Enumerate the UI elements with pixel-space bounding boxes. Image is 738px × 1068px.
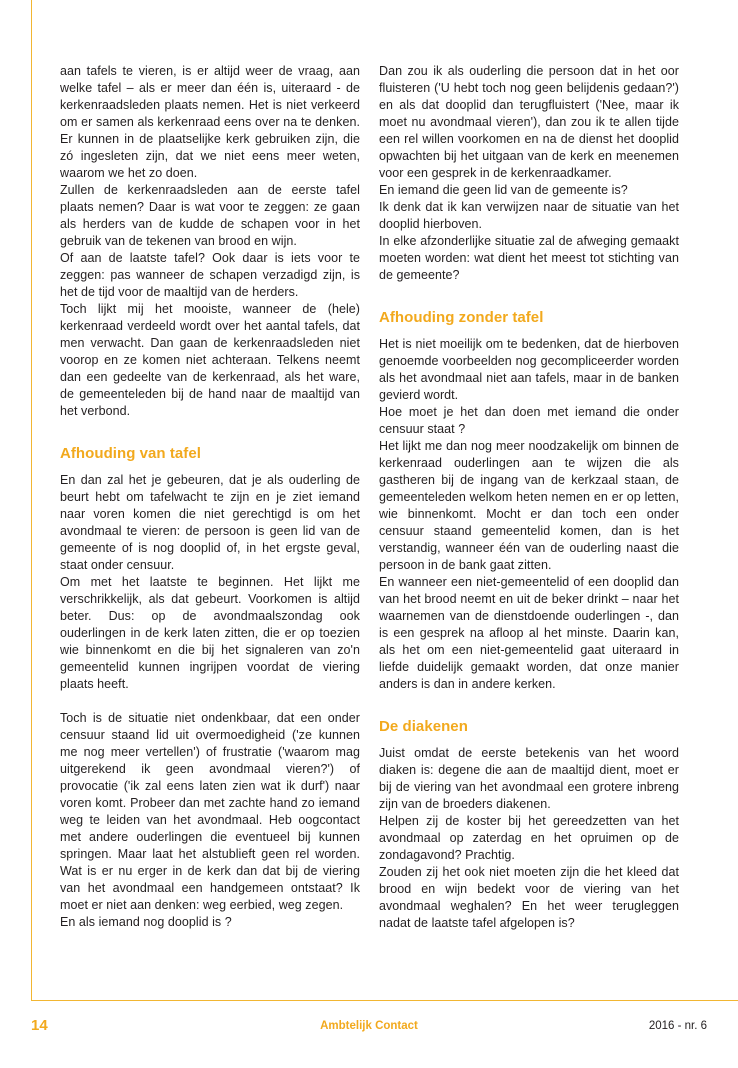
paragraph: Zouden zij het ook niet moeten zijn die het kleed dat brood en wijn bedekt voor de viering van het avondmaal weghalen? En het weer terugleggen nadat de laatste tafel afgelopen is? (379, 865, 679, 930)
paragraph: Juist omdat de eerste betekenis van het woord diaken is: degene die aan de maaltijd dient, moet er bij de viering van het avondmaal een grotere inbreng zijn van de broeders diakenen. (379, 746, 679, 811)
margin-rule-vertical (31, 0, 32, 1001)
paragraph: En dan zal het je gebeuren, dat je als ouderling de beurt hebt om tafelwacht te zijn en je ziet iemand naar voren komen die niet gerechtigd is om het avondmaal te vieren: de persoon is geen lid van de gemeente of is nog dooplid of, in het ergste geval, staat onder censuur. (60, 473, 360, 572)
issue-label: 2016 - nr. 6 (648, 1020, 707, 1032)
paragraph: Het is niet moeilijk om te bedenken, dat de hierboven genoemde voorbeelden nog gecompliceerder worden als het avondmaal niet aan tafels, maar in de banken gevierd wordt. (379, 337, 679, 402)
left-column (60, 63, 360, 931)
paragraph: Het lijkt me dan nog meer noodzakelijk om binnen de kerkenraad ouderlingen aan te wijzen die als gastheren bij de ingang van de kerkzaal staan, de gemeenteleden welkom heten nemen en er op letten, wie binnenkomt. Mocht er dan toch een onder censuur staand gemeentelid komen, dan is het verstandig, wanneer één van de ouderling naast die persoon in de bank gaat zitten. (379, 439, 679, 572)
paragraph: In elke afzonderlijke situatie zal de afweging gemaakt moeten worden: wat dient het meest tot stichting van de gemeente? (379, 234, 679, 282)
paragraph: En wanneer een niet-gemeentelid of een dooplid dan van het brood neemt en uit de beker drinkt – naar het waarnemen van de dienstdoende ouderlingen -, dan is een gesprek na afloop al het minste. Daarin kan, als het om een niet-gemeentelid gaat uiteraard in liefde duidelijk gemaakt worden, dat onze manier anders is dan in andere kerken. (379, 575, 679, 691)
paragraph: Ik denk dat ik kan verwijzen naar de situatie van het dooplid hierboven. (379, 200, 679, 231)
paragraph: Toch lijkt mij het mooiste, wanneer de (hele) kerkenraad verdeeld wordt over het aantal tafels, dat men verwacht. Dan gaan de kerkenraadsleden niet voorop en ze komen niet achteraan. Telkens neemt dan een gedeelte van de kerkenraad, als het ware, de gemeenteleden bij de hand naar de maaltijd van het verbond. (60, 302, 360, 418)
magazine-title: Ambtelijk Contact (320, 1020, 418, 1032)
paragraph: Toch is de situatie niet ondenkbaar, dat een onder censuur staand lid uit overmoedigheid ('ze kunnen me nog meer vertellen') of frustratie ('waarom mag uitgerekend ik geen avondmaal vieren?') of provocatie ('ik zal eens laten zien wat ik durf') naar voren komt. Probeer dan met zachte hand zo iemand weg te leiden van het avondmaal. Heb oogcontact met andere ouderlingen die eventueel bij kunnen springen. Maar laat het alstublieft geen rel worden. Wat is er nu erger in de kerk dan dat bij de viering van het avondmaal een handgemeen ontstaat? Ik moet er niet aan denken: weg eerbied, weg zegen. (60, 711, 360, 912)
margin-rule-horizontal (31, 1000, 738, 1001)
paragraph: Zullen de kerkenraadsleden aan de eerste tafel plaats nemen? Daar is wat voor te zeggen: ze gaan als herders van de kudde de schapen voor in het gebruik van de tekenen van brood en wijn. (60, 183, 360, 248)
page-number: 14 (31, 1017, 48, 1034)
paragraph: En iemand die geen lid van de gemeente is? (379, 183, 628, 197)
paragraph: Helpen zij de koster bij het gereedzetten van het avondmaal op zaterdag en het opruimen op de zondagavond? Prachtig. (379, 814, 679, 862)
section-heading-afhouding-zonder-tafel: Afhouding zonder tafel (379, 309, 544, 326)
paragraph: Of aan de laatste tafel? Ook daar is iets voor te zeggen: pas wanneer de schapen verzadigd zijn, is het de tijd voor de maaltijd van de herders. (60, 251, 360, 299)
paragraph: En als iemand nog dooplid is ? (60, 915, 232, 929)
section-heading-afhouding-van-tafel: Afhouding van tafel (60, 445, 201, 462)
paragraph: aan tafels te vieren, is er altijd weer de vraag, aan welke tafel – als er meer dan één is, uiteraard - de kerkenraadsleden plaats nemen. Het is niet verkeerd om er samen als kerkenraad eens over na te denken. Er kunnen in de plaatselijke kerk gebruiken zijn, die zó ingesleten zijn, dat we niet eens meer weten, waarom we het zo doen. (60, 64, 360, 180)
section-heading-de-diakenen: De diakenen (379, 718, 468, 735)
paragraph: Hoe moet je het dan doen met iemand die onder censuur staat ? (379, 405, 679, 436)
right-column (379, 63, 679, 932)
paragraph: Dan zou ik als ouderling die persoon dat in het oor fluisteren ('U hebt toch nog geen belijdenis gedaan?') en als dat dooplid dan terugfluistert ('Nee, maar ik moet nu avondmaal vieren'), dan zou ik te allen tijde een rel willen voorkomen en na de dienst het dooplid opwachten bij het uitgaan van de kerk en meenemen voor een gesprek in de kerkenraadkamer. (379, 64, 679, 180)
paragraph: Om met het laatste te beginnen. Het lijkt me verschrikkelijk, als dat gebeurt. Voorkomen is altijd beter. Dus: op de avondmaalszondag ook ouderlingen in de kerk laten zitten, die er op toezien wie binnenkomt en die bij het signaleren van zo'n gemeentelid kunnen ingrijpen voordat de viering plaats heeft. (60, 575, 360, 691)
